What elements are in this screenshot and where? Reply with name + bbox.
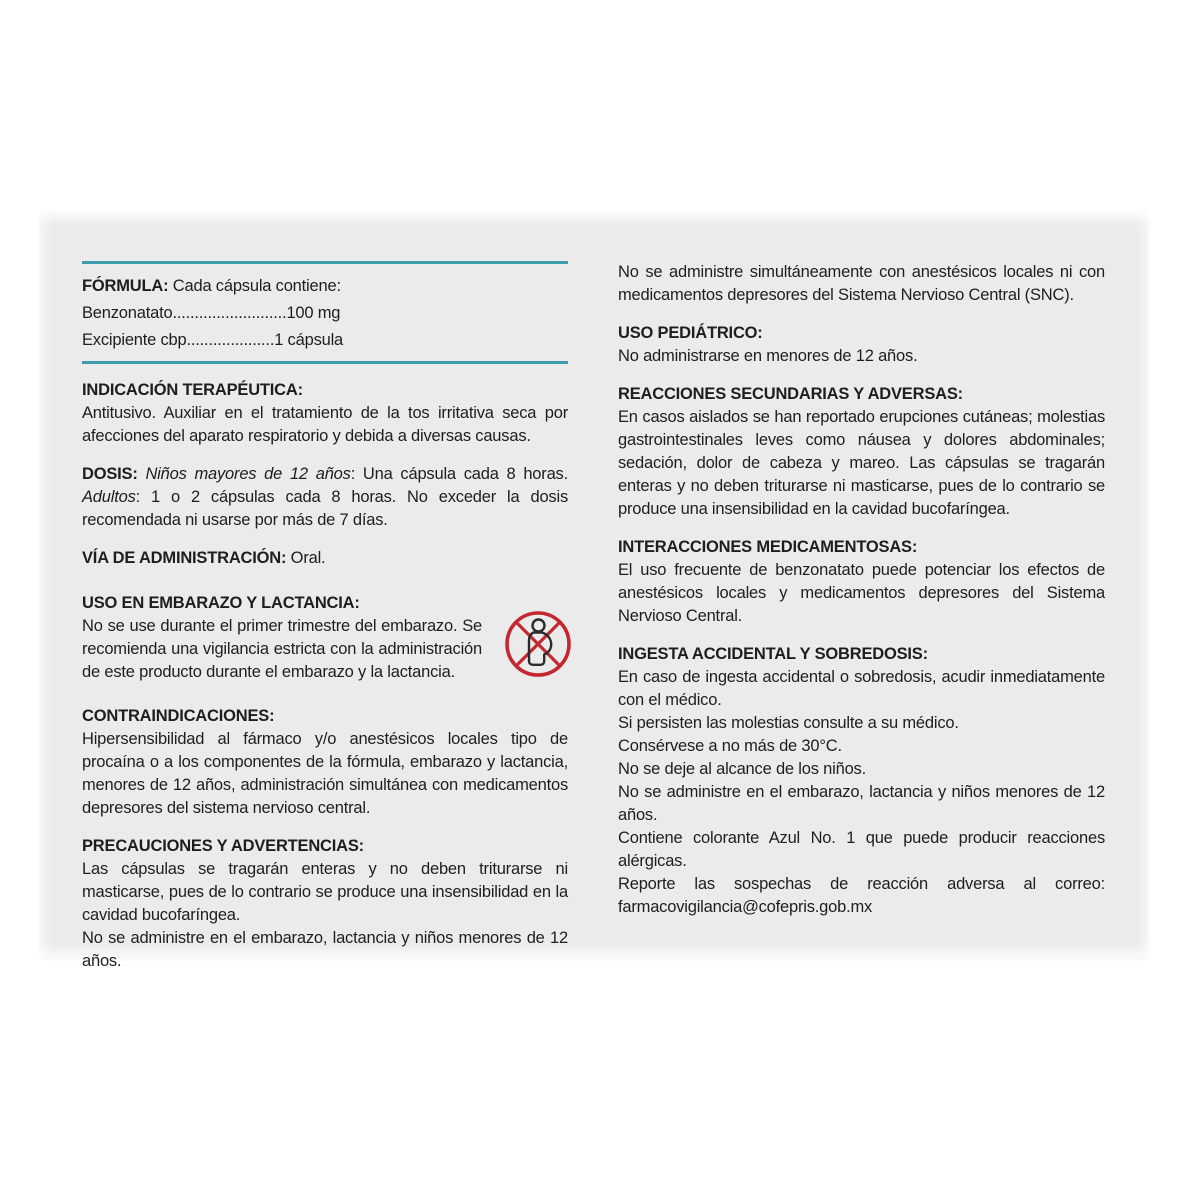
no-pregnancy-icon (500, 603, 576, 690)
section-heading: REACCIONES SECUNDARIAS Y ADVERSAS: (618, 385, 963, 403)
section-heading: PRECAUCIONES Y ADVERTENCIAS: (82, 837, 364, 855)
section-body: Las cápsulas se tragarán enteras y no deben triturarse ni masticarse, pues de lo contrario se produce una insensibilidad en la cavidad bucofaríngea. (82, 860, 568, 924)
section-via-administracion (82, 547, 568, 570)
section-body: No se administre en el embarazo, lactancia y niños menores de 12 años. (82, 929, 568, 970)
section-body: DOSIS: Niños mayores de 12 años: Una cápsula cada 8 horas. Adultos: 1 o 2 cápsulas cada 8 horas. No exceder la dosis recomendada ni usarse por más de 7 días. (82, 465, 568, 529)
section-snc-continuation (618, 261, 1105, 307)
section-body: Hipersensibilidad al fármaco y/o anestésicos locales tipo de procaína o a los componentes de la fórmula, embarazo y lactancia, menores de 12 años, administración simultánea con medicamentos depresores del sistema nervioso central. (82, 730, 568, 817)
section-heading: INGESTA ACCIDENTAL Y SOBREDOSIS: (618, 645, 928, 663)
ingesta-line: No se deje al alcance de los niños. (618, 760, 866, 778)
section-uso-pediatrico (618, 322, 1105, 368)
ingesta-line: Si persisten las molestias consulte a su médico. (618, 714, 959, 732)
section-heading: INDICACIÓN TERAPÉUTICA: (82, 381, 303, 399)
section-interacciones (618, 536, 1105, 628)
section-body: No se use durante el primer trimestre del embarazo. Se recomienda una vigilancia estricta con la administración de este producto durante el embarazo y la lactancia. (82, 616, 482, 681)
formula-ingredient-line: Benzonatato..........................100 mg (82, 304, 341, 322)
section-dosis (82, 463, 568, 532)
ingesta-line: No se administre en el embarazo, lactancia y niños menores de 12 años. (618, 783, 1105, 824)
section-body: El uso frecuente de benzonatato puede potenciar los efectos de anestésicos locales y medicamentos depresores del Sistema Nervioso Central. (618, 561, 1105, 625)
section-body: VÍA DE ADMINISTRACIÓN: Oral. (82, 549, 326, 567)
section-heading: INTERACCIONES MEDICAMENTOSAS: (618, 538, 918, 556)
dosis-adults: Adultos (82, 488, 136, 506)
dosis-label: DOSIS: (82, 465, 138, 483)
section-heading: CONTRAINDICACIONES: (82, 707, 275, 725)
section-body: No se administre simultáneamente con anestésicos locales ni con medicamentos depresores del Sistema Nervioso Central (SNC). (618, 263, 1105, 304)
section-contraindicaciones (82, 705, 568, 820)
section-reacciones (618, 383, 1105, 521)
ingesta-line: Contiene colorante Azul No. 1 que puede producir reacciones alérgicas. (618, 829, 1105, 870)
section-formula (82, 261, 568, 364)
ingesta-line: En caso de ingesta accidental o sobredosis, acudir inmediatamente con el médico. (618, 668, 1105, 709)
section-indicacion (82, 379, 568, 448)
section-body: En casos aislados se han reportado erupciones cutáneas; molestias gastrointestinales leves como náusea y dolores abdominales; sedación, dolor de cabeza y mareo. Las cápsulas se tragarán enteras y no deben triturarse ni masticarse, pues de lo contrario se produce una insensibilidad en la cavidad bucofaríngea. (618, 408, 1105, 518)
section-embarazo (82, 585, 568, 690)
section-ingesta (618, 643, 1105, 919)
dosis-children: Niños mayores de 12 años (145, 465, 351, 483)
divider-top (82, 261, 568, 264)
embarazo-text-block (82, 592, 482, 684)
section-heading: USO EN EMBARAZO Y LACTANCIA: (82, 593, 360, 612)
formula-heading-line (82, 273, 568, 300)
divider-bottom (82, 361, 568, 364)
section-body: Antitusivo. Auxiliar en el tratamiento de la tos irritativa seca por afecciones del aparato respiratorio y debida a diversas causas. (82, 404, 568, 445)
section-precauciones (82, 835, 568, 973)
formula-intro: Cada cápsula contiene: (168, 277, 341, 295)
ingesta-pharmacovigilance-line: Reporte las sospechas de reacción adversa al correo: farmacovigilancia@cofepris.gob.mx (618, 875, 1105, 916)
left-column (82, 261, 568, 973)
section-body: No administrarse en menores de 12 años. (618, 347, 918, 365)
formula-excipient-line: Excipiente cbp....................1 cápsula (82, 331, 344, 349)
formula-label: FÓRMULA: (82, 277, 169, 295)
right-column (618, 261, 1105, 973)
ingesta-line: Consérvese a no más de 30°C. (618, 737, 842, 755)
medication-label-sheet (40, 211, 1148, 970)
section-heading: USO PEDIÁTRICO: (618, 324, 763, 342)
via-label: VÍA DE ADMINISTRACIÓN: (82, 549, 287, 567)
